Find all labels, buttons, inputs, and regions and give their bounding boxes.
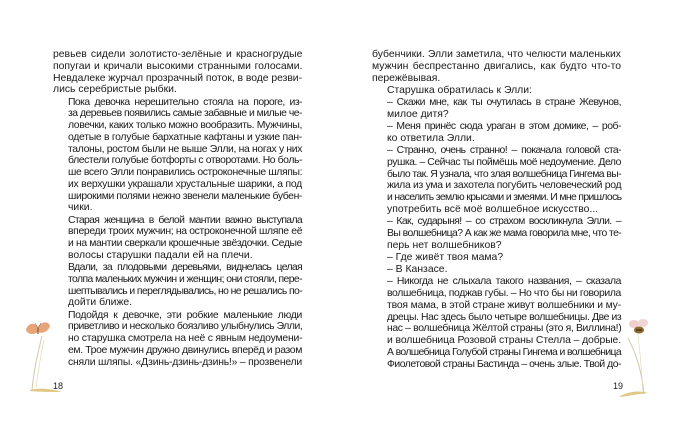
page-number-right: 19 xyxy=(613,381,624,391)
butterfly-grass-illustration xyxy=(18,318,66,398)
text-line: дойти ближе. xyxy=(68,297,133,309)
text-line: перь нет волшебников? xyxy=(387,239,502,251)
text-line: блестели голубые ботфорты с отворотами. Но боль- xyxy=(68,155,302,167)
text-line: попугаи и кричали высокими странными голосами. xyxy=(53,60,303,72)
text-line: Старушка обратилась к Элли: xyxy=(387,84,532,96)
right-page xyxy=(337,0,674,436)
text-line: ловечки, каких только можно вообразить. Мужчины, xyxy=(68,120,302,131)
text-line: пережёвывая. xyxy=(372,72,441,84)
text-line: приветливо и несколько боязливо улыбнулись Элли, xyxy=(68,321,303,333)
paragraph xyxy=(372,85,621,97)
text-line: – В Канзасе. xyxy=(387,264,448,275)
text-line: мужчин беспрестанно двигались, как будто что-то xyxy=(372,60,621,72)
text-line: Фиолетовой страны Бастинда – очень злые. Твой до- xyxy=(387,358,621,370)
text-line: было так. Я узнала, что злая волшебница Гингема вы- xyxy=(387,168,621,180)
text-line: – Как, сударыня! – со страхом воскликнула Элли. – xyxy=(387,216,621,227)
text-line: Вдали, за плодовыми деревьями, виднелась целая xyxy=(68,262,302,273)
right-page-text xyxy=(372,49,621,370)
text-line: талоны, ростом были не выше Элли, на ногах у них xyxy=(68,143,303,155)
paragraph xyxy=(372,97,621,121)
text-line: сняли шляпы. «Дзинь-дзинь-дзинь!» – прозвенели xyxy=(68,356,302,368)
text-line: за деревьев появились самые забавные и милые че- xyxy=(68,108,302,120)
text-line: одетые в голубые бархатные кафтаны и узкие пан- xyxy=(68,131,302,143)
butterfly-icon xyxy=(26,322,50,334)
text-line: Старая женщина в белой мантии важно выступала xyxy=(68,214,302,226)
text-line: Пока девочка нерешительно стояла на пороге, из- xyxy=(68,96,302,108)
text-line: – Меня принёс сюда ураган в этом домике, – роб- xyxy=(387,121,621,132)
text-line: употребить всё моё волшебное искусство... xyxy=(387,203,599,215)
paragraph xyxy=(372,216,621,251)
paragraph xyxy=(372,252,621,264)
text-line: – Странно, очень странно! – покачала головой ста- xyxy=(387,145,621,156)
paragraph xyxy=(372,276,621,370)
paragraph xyxy=(53,49,302,96)
text-line: твоя мама, в этой стране живут волшебники и му- xyxy=(387,299,621,311)
page-number-left: 18 xyxy=(53,381,64,391)
text-line: дрецы. Нас здесь было четыре волшебницы. Две из xyxy=(387,311,622,323)
text-line: их верхушки украшали хрустальные шарики, а под xyxy=(68,178,302,190)
text-line: Вы волшебница? А как же мама говорила мне, что те- xyxy=(387,227,622,239)
paragraph xyxy=(372,49,621,84)
text-line: широкими полями нежно звенели маленькие бубен- xyxy=(68,190,302,202)
text-line: ревьев сидели золотисто-зелёные и красногрудые xyxy=(53,49,303,60)
text-line: лись серебристые рыбки. xyxy=(53,84,177,96)
text-line: милое дитя? xyxy=(387,108,449,120)
text-line: Подойдя к девочке, эти робкие маленькие люди xyxy=(68,309,302,321)
text-line: шептывались и переглядывались, но не решались по- xyxy=(68,285,303,297)
text-line: рушка. – Сейчас ты поймёшь моё недоумение. Дело xyxy=(387,156,621,168)
text-line: Невдалеке журчал прозрачный поток, в воде резви- xyxy=(53,72,302,84)
text-line: и на мантии сверкали крошечные звёздочки. Седые xyxy=(68,238,302,249)
text-line: и населить землю крысами и змеями. И мне пришлось xyxy=(387,192,622,203)
text-line: А волшебница Голубой страны Гингема и волшебница xyxy=(387,346,621,358)
bee-grass-illustration xyxy=(614,318,664,400)
text-line: – Где живёт твоя мама? xyxy=(387,251,504,263)
text-line: чики. xyxy=(68,202,93,214)
bee-icon xyxy=(629,319,648,334)
text-line: – Скажи мне, как ты очутилась в стране Жевунов, xyxy=(387,97,621,108)
text-line: нас – волшебница Жёлтой страны (это я, Виллина!) xyxy=(387,323,622,335)
text-line: впереди троих мужчин; на остроконечной шляпе её xyxy=(68,226,303,238)
text-line: волосы старушки падали ей на плечи. xyxy=(68,249,253,261)
paragraph xyxy=(53,262,302,309)
text-line: волшебница, поджав губы. – Но что бы ни говорила xyxy=(387,288,621,299)
text-line: но старушка смотрела на неё с явным недоумени- xyxy=(68,333,303,344)
paragraph xyxy=(372,145,621,216)
paragraph xyxy=(372,121,621,145)
text-line: жила из ума и захотела погубить человеческий род xyxy=(387,180,622,192)
text-line: – Никогда не слыхала такого названия, – сказала xyxy=(387,276,621,288)
text-line: ко ответила Элли. xyxy=(387,132,475,144)
text-line: толпа маленьких мужчин и женщин; они стояли, пере- xyxy=(68,273,302,285)
left-page-text xyxy=(53,49,302,368)
grass-stem-icon xyxy=(30,336,62,392)
text-line: ем. Трое мужчин дружно двинулись вперёд и разом xyxy=(68,344,302,356)
text-line: и волшебница Розовой страны Стелла – добрые. xyxy=(387,335,621,346)
text-line: бубенчики. Элли заметила, что челюсти маленьких xyxy=(372,49,621,60)
paragraph xyxy=(53,97,302,215)
grass-stem-icon xyxy=(620,334,648,397)
paragraph xyxy=(372,264,621,276)
paragraph xyxy=(53,215,302,262)
text-line: ше всего Элли понравились остроконечные шляпы: xyxy=(68,167,303,178)
paragraph xyxy=(53,310,302,369)
